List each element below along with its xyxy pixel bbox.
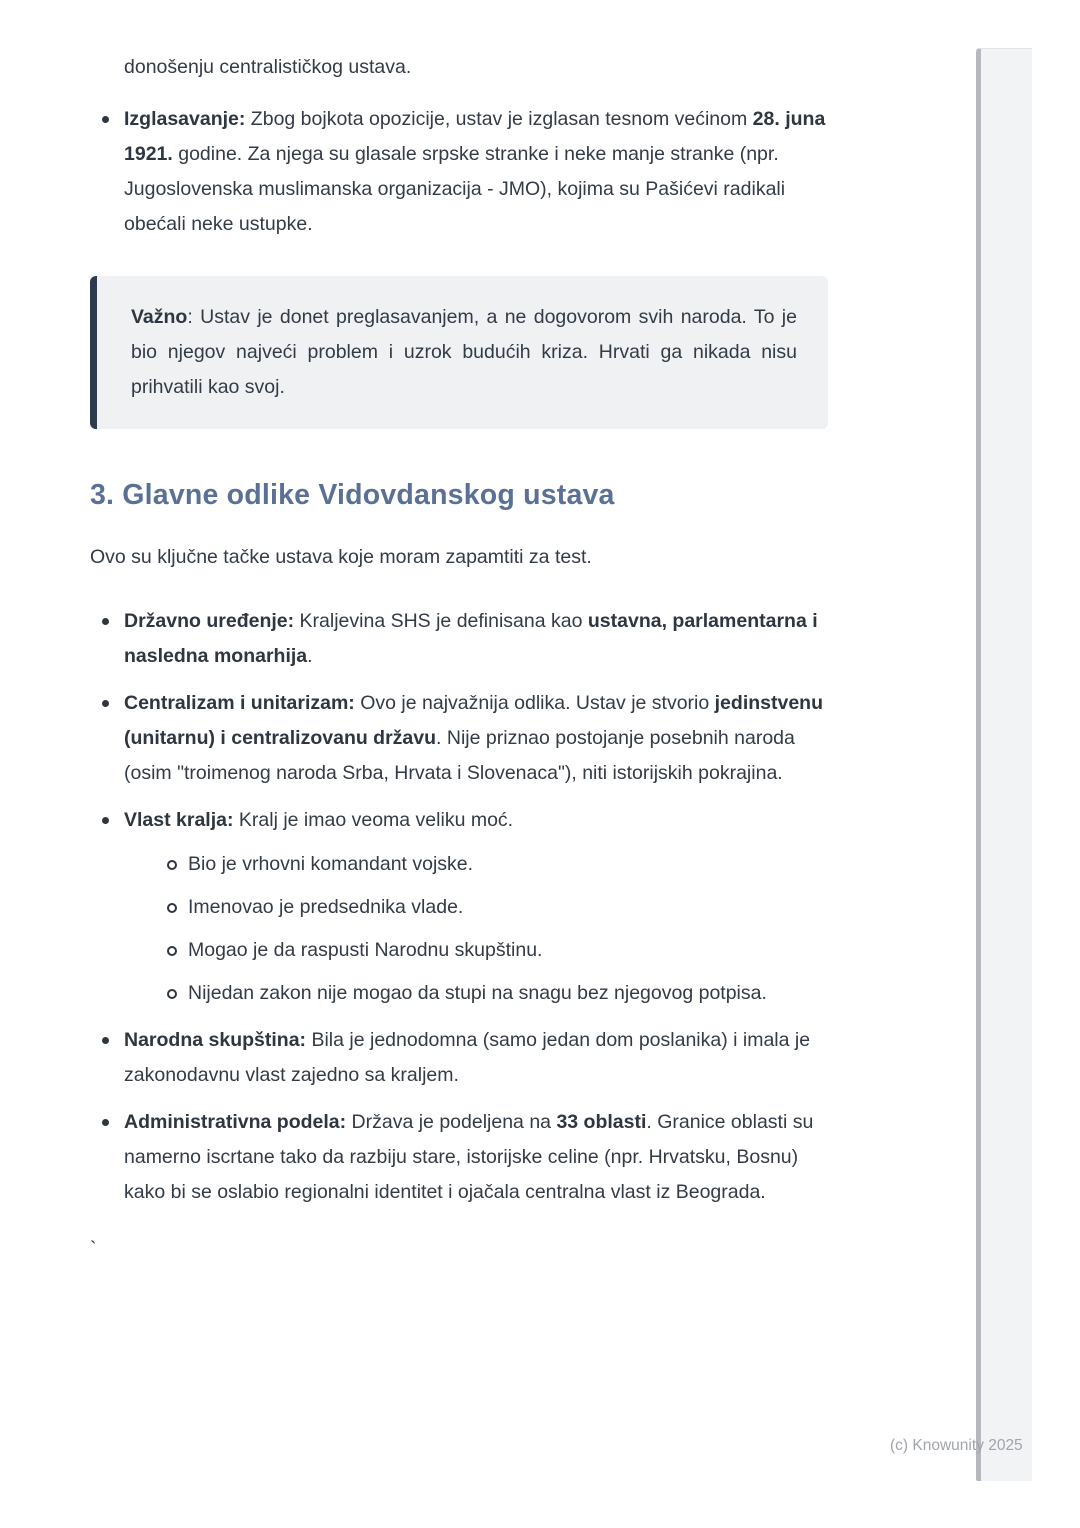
list-item: Izglasavanje: Zbog bojkota opozicije, ustav je izglasan tesnom većinom 28. juna 1921. godine. Za njega su glasale srpske stranke i neke manje stranke (npr. Jugoslovenska muslimanska organizacija - JMO), kojima su Pašićevi radikali obećali neke ustupke. — [90, 102, 828, 242]
bullet-list-main — [90, 604, 828, 1210]
bullet-list-top — [90, 102, 828, 242]
callout-text: Važno: Ustav je donet preglasavanjem, a ne dogovorom svih naroda. To je bio njegov najveći problem i uzrok budućih kriza. Hrvati ga nikada nisu prihvatili kao svoj. — [131, 306, 797, 398]
section-heading: 3. Glavne odlike Vidovdanskog ustava — [90, 479, 615, 511]
list-item-text: Vlast kralja: Kralj je imao veoma veliku moć. — [124, 809, 514, 831]
sub-bullet-list — [158, 847, 828, 1011]
list-item: Državno uređenje: Kraljevina SHS je definisana kao ustavna, parlamentarna i nasledna monarhija. — [90, 604, 828, 674]
page-edge-strip — [976, 48, 1032, 1481]
note-content — [90, 50, 828, 1267]
list-item: Centralizam i unitarizam: Ovo je najvažnija odlika. Ustav je stvorio jedinstvenu (unitarnu) i centralizovanu državu. Nije priznao postojanje posebnih naroda (osim "troimenog naroda Srba, Hrvata i Slovenaca"), niti istorijskih pokrajina. — [90, 686, 828, 791]
list-item — [90, 803, 828, 1011]
stray-character: ` — [90, 1238, 97, 1260]
sub-list-item: Nijedan zakon nije mogao da stupi na snagu bez njegovog potpisa. — [158, 976, 828, 1011]
copyright-footer: (c) Knowunity 2025 — [890, 1437, 1023, 1454]
sub-list-item: Imenovao je predsednika vlade. — [158, 890, 828, 925]
continuation-paragraph: donošenju centralističkog ustava. — [124, 56, 412, 78]
sub-list-item: Mogao je da raspusti Narodnu skupštinu. — [158, 933, 828, 968]
intro-paragraph: Ovo su ključne tačke ustava koje moram zapamtiti za test. — [90, 546, 592, 568]
sub-list-item: Bio je vrhovni komandant vojske. — [158, 847, 828, 882]
list-item: Narodna skupština: Bila je jednodomna (samo jedan dom poslanika) i imala je zakonodavnu vlast zajedno sa kraljem. — [90, 1023, 828, 1093]
list-item: Administrativna podela: Država je podeljena na 33 oblasti. Granice oblasti su namerno iscrtane tako da razbiju stare, istorijske celine (npr. Hrvatsku, Bosnu) kako bi se oslabio regionalni identitet i ojačala centralna vlast iz Beograda. — [90, 1105, 828, 1210]
important-callout — [90, 276, 828, 429]
